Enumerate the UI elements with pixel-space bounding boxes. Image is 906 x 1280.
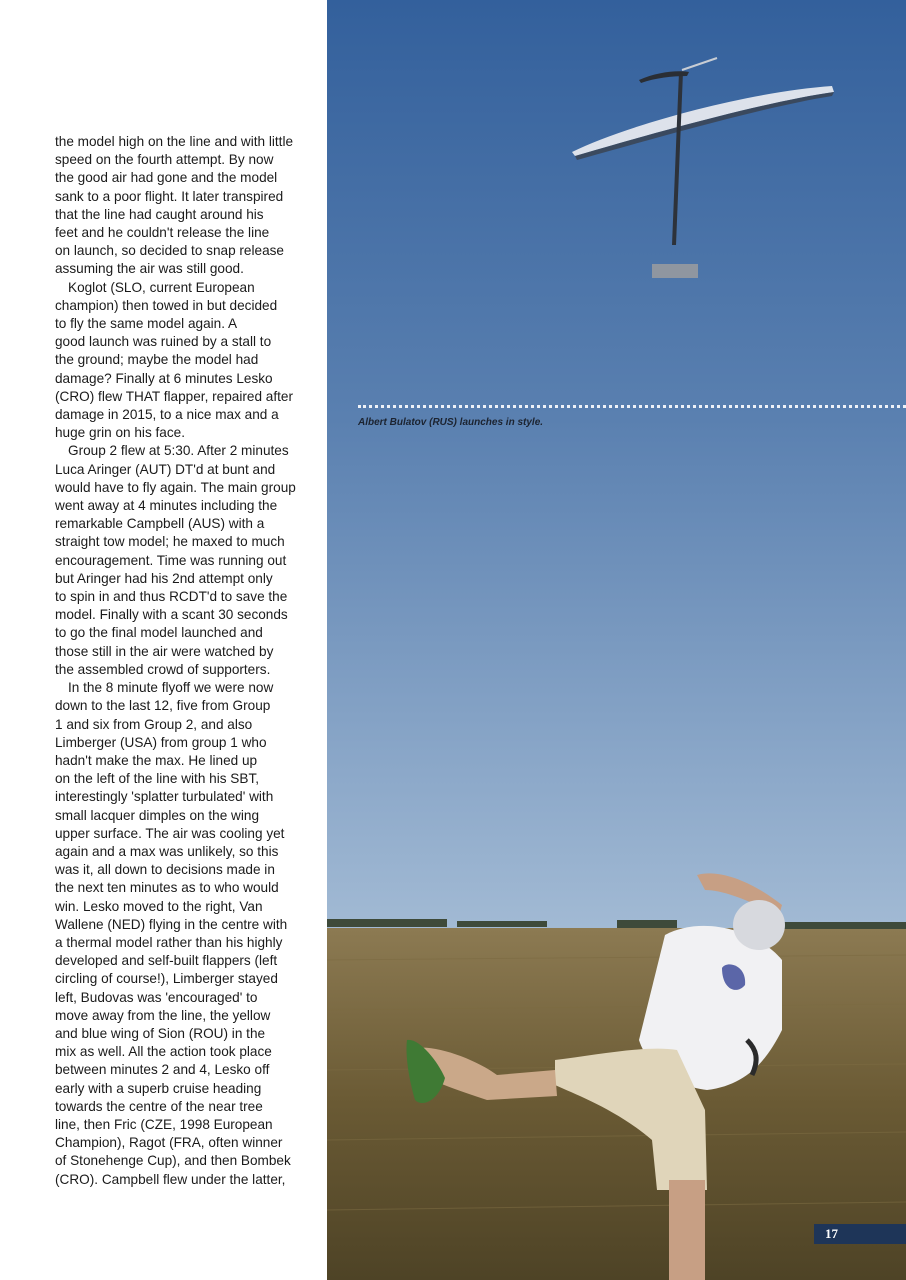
text-line: Wallene (NED) flying in the centre with bbox=[55, 916, 288, 932]
text-line: straight tow model; he maxed to much bbox=[55, 534, 285, 550]
text-line: to go the final model launched and bbox=[55, 625, 263, 641]
text-line: Champion), Ragot (FRA, often winner bbox=[55, 1135, 283, 1151]
text-line: developed and self-built flappers (left bbox=[55, 953, 278, 969]
text-line: those still in the air were watched by bbox=[55, 643, 274, 659]
text-line: went away at 4 minutes including the bbox=[55, 498, 278, 514]
text-line: In the 8 minute flyoff we were now bbox=[68, 680, 274, 696]
text-line: upper surface. The air was cooling yet bbox=[55, 825, 285, 841]
text-line: to fly the same model again. A bbox=[55, 316, 238, 332]
text-line: and blue wing of Sion (ROU) in the bbox=[55, 1025, 266, 1041]
text-line: hadn't make the max. He lined up bbox=[55, 752, 258, 768]
text-line: circling of course!), Limberger stayed bbox=[55, 971, 278, 987]
text-line: left, Budovas was 'encouraged' to bbox=[55, 989, 258, 1005]
text-line: early with a superb cruise heading bbox=[55, 1080, 262, 1096]
text-line: towards the centre of the near tree bbox=[55, 1098, 263, 1114]
text-line: (CRO) flew THAT flapper, repaired after bbox=[55, 388, 293, 404]
photo-caption: Albert Bulatov (RUS) launches in style. bbox=[358, 417, 544, 428]
paragraph bbox=[55, 279, 305, 443]
text-line: (CRO). Campbell flew under the latter, bbox=[55, 1171, 286, 1187]
text-line: was it, all down to decisions made in bbox=[55, 862, 275, 878]
text-line: sank to a poor flight. It later transpired bbox=[55, 188, 284, 204]
text-line: the good air had gone and the model bbox=[55, 170, 278, 186]
caption-divider bbox=[358, 405, 906, 408]
text-line: speed on the fourth attempt. By now bbox=[55, 152, 274, 168]
text-line: good launch was ruined by a stall to bbox=[55, 334, 272, 350]
text-line: Limberger (USA) from group 1 who bbox=[55, 734, 267, 750]
text-line: on the left of the line with his SBT, bbox=[55, 771, 260, 787]
text-line: mix as well. All the action took place bbox=[55, 1044, 272, 1060]
text-line: assuming the air was still good. bbox=[55, 261, 244, 277]
text-line: remarkable Campbell (AUS) with a bbox=[55, 516, 265, 532]
text-line: champion) then towed in but decided bbox=[55, 297, 278, 313]
text-line: move away from the line, the yellow bbox=[55, 1007, 271, 1023]
paragraph bbox=[55, 133, 305, 279]
text-line: between minutes 2 and 4, Lesko off bbox=[55, 1062, 270, 1078]
article-text-column bbox=[55, 133, 305, 1189]
text-line: to spin in and thus RCDT'd to save the bbox=[55, 589, 288, 605]
text-line: but Aringer had his 2nd attempt only bbox=[55, 570, 273, 586]
page-number: 17 bbox=[814, 1224, 906, 1244]
text-line: 1 and six from Group 2, and also bbox=[55, 716, 253, 732]
text-line: again and a max was unlikely, so this bbox=[55, 843, 279, 859]
text-line: small lacquer dimples on the wing bbox=[55, 807, 260, 823]
text-line: damage in 2015, to a nice max and a bbox=[55, 407, 279, 423]
text-line: win. Lesko moved to the right, Van bbox=[55, 898, 263, 914]
text-line: down to the last 12, five from Group bbox=[55, 698, 271, 714]
text-line: the ground; maybe the model had bbox=[55, 352, 259, 368]
paragraph bbox=[55, 442, 305, 679]
text-line: model. Finally with a scant 30 seconds bbox=[55, 607, 288, 623]
text-line: that the line had caught around his bbox=[55, 206, 264, 222]
text-line: damage? Finally at 6 minutes Lesko bbox=[55, 370, 273, 386]
text-line: Group 2 flew at 5:30. After 2 minutes bbox=[68, 443, 289, 459]
text-line: of Stonehenge Cup), and then Bombek bbox=[55, 1153, 291, 1169]
paragraph bbox=[55, 679, 305, 1189]
text-line: feet and he couldn't release the line bbox=[55, 225, 270, 241]
glider-launch-photo bbox=[327, 0, 906, 1280]
text-line: huge grin on his face. bbox=[55, 425, 185, 441]
text-line: Koglot (SLO, current European bbox=[68, 279, 255, 295]
text-line: the assembled crowd of supporters. bbox=[55, 661, 271, 677]
text-line: line, then Fric (CZE, 1998 European bbox=[55, 1116, 273, 1132]
text-line: the next ten minutes as to who would bbox=[55, 880, 279, 896]
text-line: on launch, so decided to snap release bbox=[55, 243, 284, 259]
text-line: would have to fly again. The main group bbox=[55, 479, 296, 495]
text-line: interestingly 'splatter turbulated' with bbox=[55, 789, 274, 805]
text-line: the model high on the line and with little bbox=[55, 134, 294, 149]
text-line: a thermal model rather than his highly bbox=[55, 934, 283, 950]
text-line: encouragement. Time was running out bbox=[55, 552, 287, 568]
text-line: Luca Aringer (AUT) DT'd at bunt and bbox=[55, 461, 276, 477]
